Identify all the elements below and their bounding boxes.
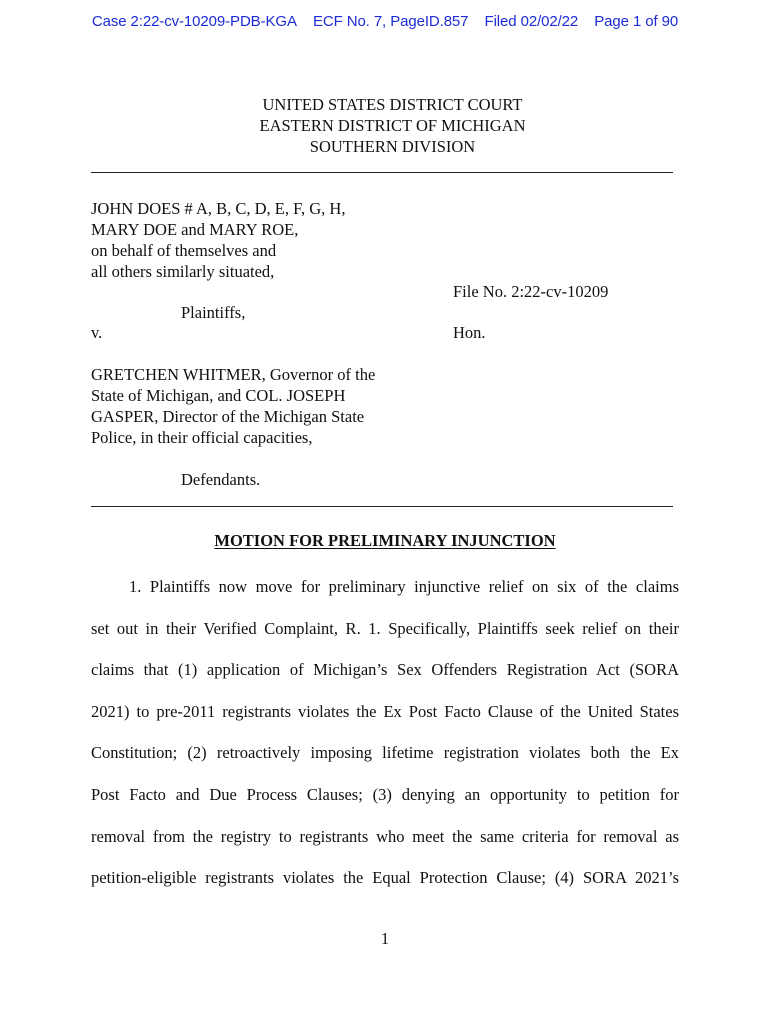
- plaintiffs-line: JOHN DOES # A, B, C, D, E, F, G, H,: [91, 199, 346, 218]
- court-name: UNITED STATES DISTRICT COURT: [262, 95, 523, 114]
- defendants-block: [91, 364, 375, 448]
- ecf-page-count: Page 1 of 90: [594, 13, 679, 30]
- defendants-line: GASPER, Director of the Michigan State: [91, 407, 365, 426]
- body-line: 2021) to pre-2011 registrants violates the Ex Post Facto Clause of the United States: [91, 701, 679, 721]
- body-line: Post Facto and Due Process Clauses; (3) denying an opportunity to petition for: [91, 784, 679, 804]
- body-line: claims that (1) application of Michigan’s Sex Offenders Registration Act (SORA: [91, 660, 679, 680]
- plaintiffs-block: [91, 198, 345, 282]
- defendants-label: Defendants.: [181, 470, 261, 489]
- ecf-case-number: Case 2:22-cv-10209-PDB-KGA: [91, 13, 297, 30]
- ecf-filed-date: Filed 02/02/22: [484, 13, 579, 30]
- plaintiffs-line: MARY DOE and MARY ROE,: [91, 220, 299, 239]
- defendants-line: State of Michigan, and COL. JOSEPH: [91, 386, 346, 405]
- caption-top-rule: [91, 172, 673, 173]
- court-district: EASTERN DISTRICT OF MICHIGAN: [259, 116, 526, 135]
- motion-body: [91, 566, 679, 899]
- plaintiffs-line: on behalf of themselves and: [91, 241, 277, 260]
- caption-bottom-rule: [91, 506, 673, 507]
- body-line: 1. Plaintiffs now move for preliminary injunctive relief on six of the claims: [129, 577, 679, 596]
- versus-label: v.: [91, 323, 103, 342]
- defendants-line: Police, in their official capacities,: [91, 428, 313, 447]
- judge-label: Hon.: [453, 323, 486, 342]
- body-line: removal from the registry to registrants who meet the same criteria for removal as: [91, 826, 679, 846]
- file-number: File No. 2:22-cv-10209: [453, 282, 609, 301]
- court-heading: [0, 94, 770, 157]
- plaintiffs-label: Plaintiffs,: [181, 303, 246, 322]
- court-division: SOUTHERN DIVISION: [309, 137, 476, 156]
- motion-title: MOTION FOR PRELIMINARY INJUNCTION: [214, 531, 556, 550]
- plaintiffs-line: all others similarly situated,: [91, 262, 275, 281]
- body-line: Constitution; (2) retroactively imposing lifetime registration violates both the Ex: [91, 743, 679, 763]
- body-line: petition-eligible registrants violates the Equal Protection Clause; (4) SORA 2021’s: [91, 868, 679, 888]
- ecf-header: [0, 13, 770, 30]
- body-line: set out in their Verified Complaint, R. 1. Specifically, Plaintiffs seek relief on their: [91, 618, 679, 638]
- ecf-document-number: ECF No. 7, PageID.857: [312, 13, 469, 30]
- defendants-line: GRETCHEN WHITMER, Governor of the: [91, 365, 376, 384]
- page-number: 1: [380, 929, 390, 948]
